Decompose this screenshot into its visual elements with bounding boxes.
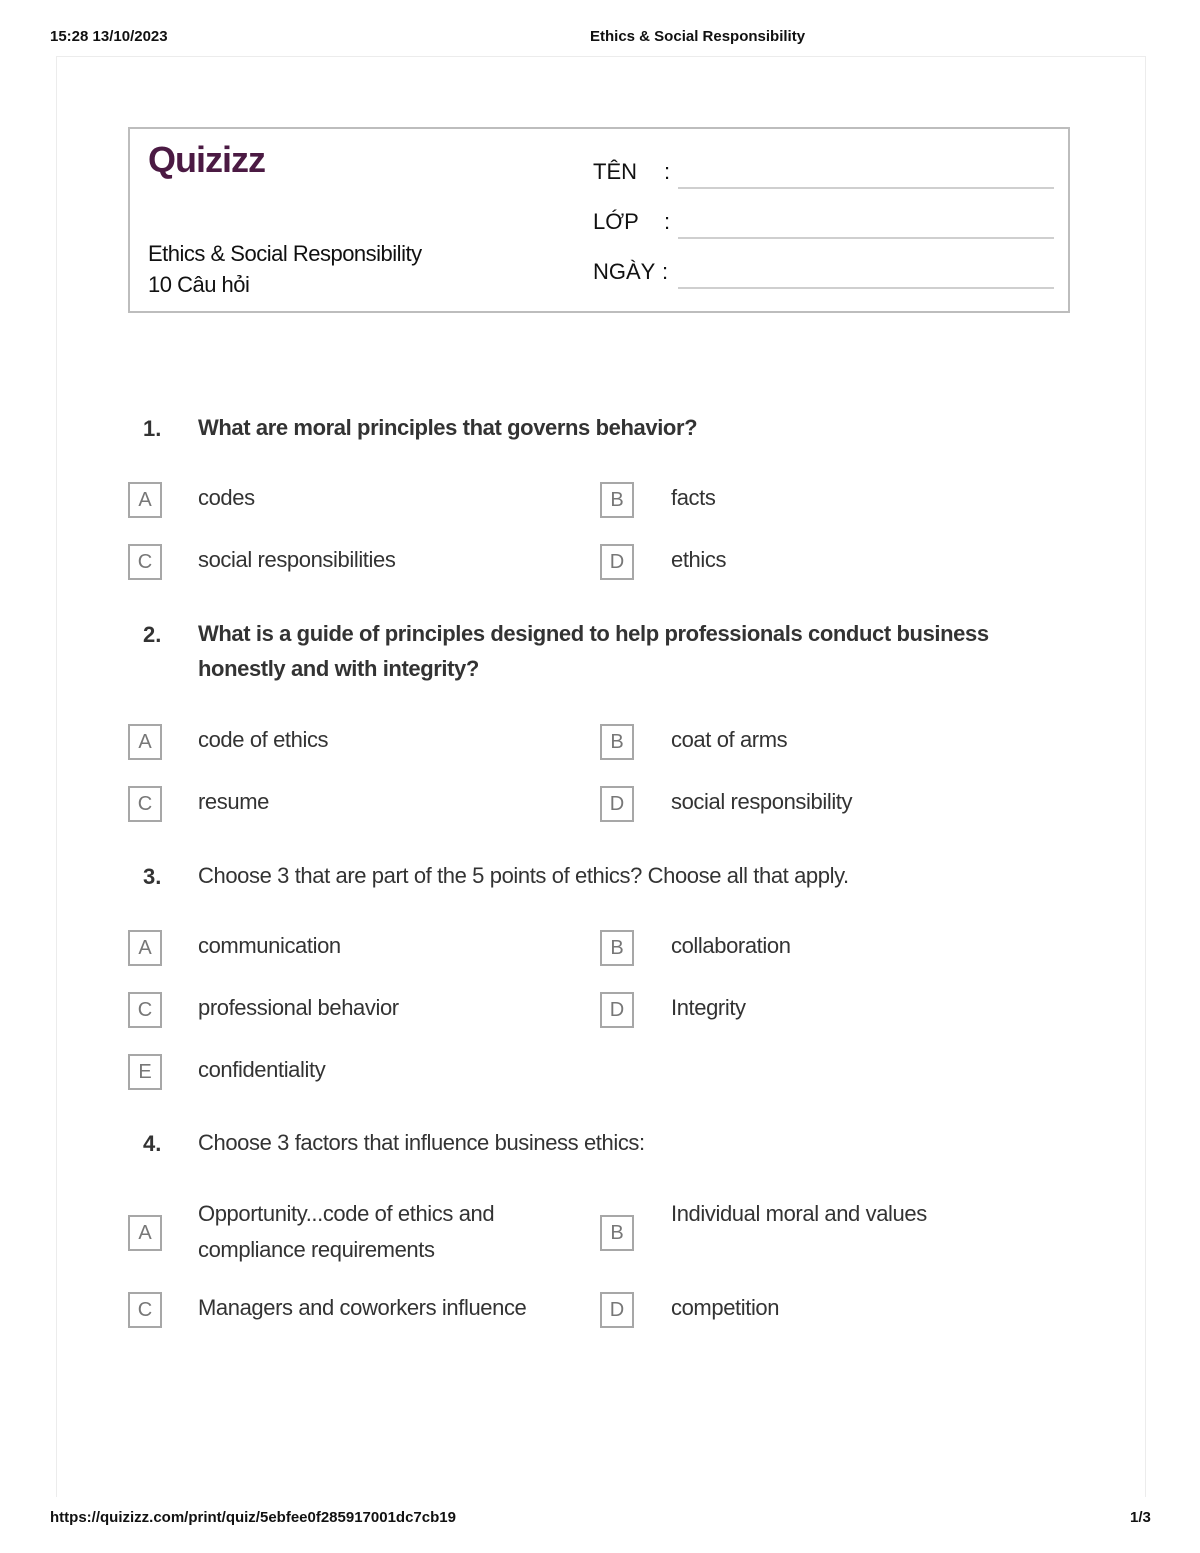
option-text: facts	[671, 485, 716, 510]
option-letter-box: A	[128, 482, 162, 518]
option-text: coat of arms	[671, 727, 788, 752]
option-text: resume	[198, 789, 269, 814]
question-number: 4.	[143, 1131, 162, 1156]
name-field-line	[678, 187, 1054, 189]
option-letter-box: D	[600, 992, 634, 1028]
quiz-title: Ethics & Social Responsibility	[148, 241, 422, 266]
print-timestamp: 15:28 13/10/2023	[50, 28, 168, 45]
date-field-label: NGÀY	[593, 259, 656, 284]
option-letter-box: C	[128, 992, 162, 1028]
name-field-colon: :	[664, 159, 671, 184]
option-letter-box: C	[128, 1292, 162, 1328]
print-footer	[0, 1509, 1200, 1529]
option-letter-box: A	[128, 930, 162, 966]
option-letter-box: A	[128, 724, 162, 760]
question-text: What is a guide of principles designed to help professionals conduct business honestly and with integrity?	[198, 621, 989, 681]
option-text: communication	[198, 933, 341, 958]
option-letter-box: B	[600, 482, 634, 518]
class-field-line	[678, 237, 1054, 239]
option-text: competition	[671, 1295, 780, 1320]
option-letter-box: C	[128, 544, 162, 580]
option-letter-box: E	[128, 1054, 162, 1090]
question-text: Choose 3 factors that influence business ethics:	[198, 1130, 645, 1155]
option-text: Integrity	[671, 995, 746, 1020]
name-field-label: TÊN	[593, 159, 637, 184]
class-field-label: LỚP	[593, 209, 639, 234]
option-text: codes	[198, 485, 255, 510]
question-text: Choose 3 that are part of the 5 points of ethics? Choose all that apply.	[198, 863, 849, 888]
print-header	[0, 28, 1200, 48]
quizizz-logo: Quizizz	[148, 139, 265, 180]
question-count: 10 Câu hỏi	[148, 272, 250, 297]
date-field-colon: :	[662, 259, 669, 284]
option-text: social responsibilities	[198, 547, 396, 572]
date-field-line	[678, 287, 1054, 289]
option-text: Individual moral and values	[671, 1201, 927, 1226]
print-url[interactable]: https://quizizz.com/print/quiz/5ebfee0f285917001dc7cb19	[50, 1509, 456, 1526]
option-letter-box: B	[600, 930, 634, 966]
option-letter-box: B	[600, 1215, 634, 1251]
option-text: social responsibility	[671, 789, 853, 814]
class-field-colon: :	[664, 209, 671, 234]
question-number: 3.	[143, 864, 162, 889]
option-letter-box: B	[600, 724, 634, 760]
question-number: 1.	[143, 416, 162, 441]
option-text: Managers and coworkers influence	[198, 1295, 527, 1320]
option-text: collaboration	[671, 933, 791, 958]
option-text: confidentiality	[198, 1057, 326, 1082]
option-text: Opportunity...code of ethics and compliance requirements	[198, 1201, 495, 1262]
option-letter-box: D	[600, 544, 634, 580]
option-text: ethics	[671, 547, 727, 572]
question-number: 2.	[143, 622, 162, 647]
print-document-title: Ethics & Social Responsibility	[590, 28, 806, 45]
page-number: 1/3	[1130, 1509, 1151, 1526]
worksheet-header-box	[128, 127, 1070, 313]
option-letter-box: D	[600, 1292, 634, 1328]
option-letter-box: D	[600, 786, 634, 822]
option-text: professional behavior	[198, 995, 399, 1020]
question-text: What are moral principles that governs behavior?	[198, 415, 698, 440]
option-letter-box: C	[128, 786, 162, 822]
option-letter-box: A	[128, 1215, 162, 1251]
option-text: code of ethics	[198, 727, 329, 752]
